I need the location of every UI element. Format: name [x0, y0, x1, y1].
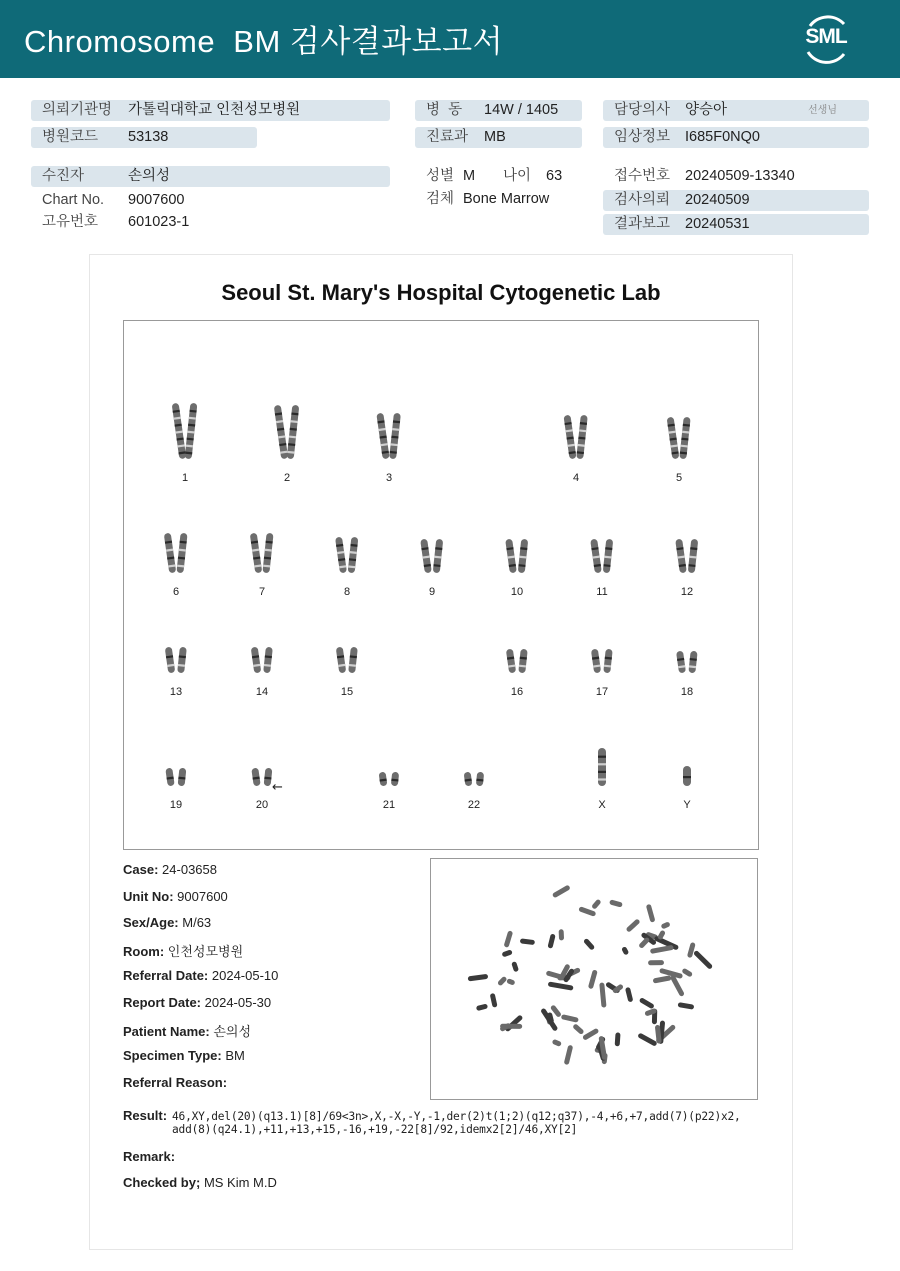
metaphase-image-panel: [430, 858, 758, 1100]
metaphase-chromosome: [506, 978, 515, 986]
chromosome-label-20: 20: [255, 799, 269, 811]
metaphase-chromosome: [687, 942, 696, 958]
chromosome-label-5: 5: [675, 472, 683, 484]
metaphase-chromosome: [504, 1014, 523, 1032]
specimen-label: 검체: [426, 191, 455, 207]
receipt-label: 접수번호: [614, 168, 671, 184]
chromosome-label-7: 7: [258, 586, 266, 598]
chromosome-pair-X: [598, 748, 606, 786]
metaphase-chromosome: [504, 930, 514, 948]
metaphase-chromosome: [583, 938, 595, 951]
sex-value: M: [463, 168, 476, 184]
patient-value: 손의성: [128, 168, 171, 184]
metaphase-chromosome: [497, 976, 508, 987]
chromosome-label-4: 4: [572, 472, 580, 484]
request-row: [603, 190, 869, 211]
metaphase-chromosome: [653, 975, 672, 983]
chromosome-pair-10: [505, 539, 528, 574]
chromosome-pair-5: [667, 417, 691, 460]
metaphase-chromosome: [681, 968, 693, 978]
chromosome-pair-19: [165, 768, 186, 787]
chromosome-pair-21: [379, 772, 400, 787]
chromosome-pair-3: [376, 413, 401, 460]
metaphase-chromosome: [511, 961, 519, 972]
chromosome-label-19: 19: [169, 799, 183, 811]
doctor-label: 담당의사: [614, 102, 671, 118]
specimen-type-label: Specimen Type:: [123, 1048, 222, 1063]
metaphase-chromosome: [588, 969, 598, 989]
metaphase-chromosome: [582, 1028, 599, 1041]
patient-name-value: 손의성: [213, 1024, 252, 1039]
unique-row: [31, 212, 390, 233]
ward-value: 14W / 1405: [484, 102, 559, 118]
report-date-line: [123, 995, 271, 1010]
metaphase-chromosome: [615, 1032, 621, 1046]
chromosome-pair-15: [336, 647, 358, 674]
result-label: Result:: [123, 1108, 168, 1123]
metaphase-chromosome: [639, 997, 655, 1009]
remark-label: Remark:: [123, 1149, 176, 1164]
chromosome-pair-22: [464, 772, 485, 787]
chromosome-pair-2: [274, 405, 300, 459]
hospital-code-label: 병원코드: [42, 129, 99, 145]
chromosome-label-2: 2: [283, 472, 291, 484]
case-value: 24-03658: [162, 862, 217, 877]
department-row: [415, 127, 582, 148]
chromosome-label-11: 11: [596, 586, 608, 598]
metaphase-chromosome: [650, 945, 674, 954]
chromosome-pair-14: [251, 647, 273, 674]
referral-date-line: [123, 968, 278, 983]
deletion-arrow-icon: ←: [272, 780, 283, 795]
unique-label: 고유번호: [42, 214, 99, 230]
chromosome-label-10: 10: [510, 586, 524, 598]
institution-row: [31, 100, 390, 121]
report-date-row: [603, 214, 869, 235]
metaphase-image: [431, 859, 757, 1099]
chromosome-pair-12: [675, 539, 698, 574]
metaphase-chromosome: [678, 1002, 695, 1010]
referral-date-label: Referral Date:: [123, 968, 209, 983]
metaphase-chromosome: [646, 904, 656, 923]
checked-line: [123, 1175, 277, 1190]
metaphase-chromosome: [552, 1039, 562, 1047]
chromosome-label-Y: Y: [683, 799, 691, 811]
institution-label: 의뢰기관명: [42, 102, 113, 118]
metaphase-chromosome: [490, 993, 498, 1008]
chromosome-label-1: 1: [181, 472, 189, 484]
metaphase-chromosome: [548, 981, 574, 990]
room-line: [123, 941, 243, 960]
chromosome-pair-13: [165, 647, 187, 674]
metaphase-chromosome: [591, 899, 602, 910]
chromosome-pair-7: [250, 533, 274, 574]
unit-label: Unit No:: [123, 889, 174, 904]
unit-value: 9007600: [177, 889, 228, 904]
request-label: 검사의뢰: [614, 192, 671, 208]
chromosome-label-13: 13: [169, 686, 183, 698]
lab-title: Seoul St. Mary's Hospital Cytogenetic Lab: [221, 280, 661, 305]
age-label: 나이: [503, 168, 532, 184]
report-date-value: 2024-05-30: [204, 995, 272, 1010]
metaphase-chromosome: [609, 899, 623, 907]
chromosome-label-21: 21: [382, 799, 396, 811]
doctor-row: [603, 100, 869, 121]
department-value: MB: [484, 129, 506, 145]
specimen-type-value: BM: [225, 1048, 245, 1063]
checked-value: MS Kim M.D: [203, 1175, 277, 1190]
receipt-value: 20240509-13340: [685, 168, 795, 184]
chromosome-pair-4: [563, 415, 587, 460]
chromosome-pair-6: [164, 533, 188, 574]
room-value: 인천성모병원: [167, 944, 244, 959]
unit-line: [123, 889, 228, 904]
chromosome-label-9: 9: [428, 586, 436, 598]
metaphase-chromosome: [561, 1014, 579, 1023]
sex-age-row: [415, 166, 582, 187]
case-label: Case:: [123, 862, 159, 877]
metaphase-chromosome: [693, 950, 713, 970]
metaphase-chromosome: [572, 1023, 584, 1035]
referral-date-value: 2024-05-10: [211, 968, 279, 983]
chromosome-pair-20: [251, 768, 272, 787]
chromosome-pair-18: [676, 651, 698, 674]
metaphase-chromosome: [501, 949, 512, 957]
department-label: 진료과: [426, 129, 469, 145]
receipt-row: [603, 166, 869, 187]
chromosome-label-12: 12: [680, 586, 694, 598]
room-label: Room:: [123, 944, 165, 959]
referral-reason-label: Referral Reason:: [123, 1075, 228, 1090]
specimen-row: [415, 189, 582, 210]
unique-value: 601023-1: [128, 214, 190, 230]
specimen-type-line: [123, 1048, 245, 1063]
clinical-value: I685F0NQ0: [685, 129, 760, 145]
institution-value: 가톨릭대학교 인천성모병원: [128, 102, 301, 118]
metaphase-chromosome: [564, 1045, 574, 1065]
sexage-value: M/63: [182, 915, 212, 930]
metaphase-chromosome: [547, 934, 555, 949]
doctor-suffix: 선생님: [808, 105, 837, 116]
specimen-value: Bone Marrow: [463, 191, 550, 207]
sml-logo-text: SML: [805, 25, 847, 48]
chart-label: Chart No.: [42, 192, 105, 208]
metaphase-chromosome: [637, 1032, 657, 1046]
result-line-1: 46,XY,del(20)(q13.1)[8]/69<3n>,X,-X,-Y,-1,der(2)t(1;2)(q12;q37),-4,+6,+7,add(7)(p22)x2,: [172, 1110, 741, 1123]
karyotype-image: [124, 321, 758, 849]
request-value: 20240509: [685, 192, 750, 208]
metaphase-chromosome: [625, 987, 633, 1003]
hospital-code-row: [31, 127, 257, 148]
case-line: [123, 862, 217, 877]
sexage-label: Sex/Age:: [123, 915, 179, 930]
metaphase-chromosome: [621, 946, 629, 955]
report-date-label: Report Date:: [123, 995, 202, 1010]
metaphase-chromosome: [552, 885, 571, 899]
chromosome-pair-11: [590, 539, 613, 574]
patient-name-line: [123, 1021, 251, 1040]
chart-row: [31, 190, 390, 211]
chromosome-label-3: 3: [385, 472, 393, 484]
chromosome-label-X: X: [598, 799, 606, 811]
patient-name-label: Patient Name:: [123, 1024, 210, 1039]
clinical-row: [603, 127, 869, 148]
chromosome-label-6: 6: [172, 586, 180, 598]
referral-reason-line: [123, 1075, 227, 1090]
metaphase-chromosome: [670, 974, 685, 997]
ward-row: [415, 100, 582, 121]
report-header: [0, 0, 900, 78]
result-line-2: add(8)(q24.1),+11,+13,+15,-16,+19,-22[8]/92,idemx2[2]/46,XY[2]: [172, 1123, 578, 1136]
chromosome-pair-1: [172, 403, 198, 459]
metaphase-chromosome: [520, 938, 535, 945]
metaphase-chromosome: [661, 921, 671, 929]
hospital-code-value: 53138: [128, 129, 169, 145]
chromosome-pair-8: [335, 537, 358, 574]
patient-label: 수진자: [42, 168, 85, 184]
report-title: Chromosome BM 검사결과보고서: [24, 24, 504, 59]
age-value: 63: [546, 168, 563, 184]
remark-line: [123, 1149, 175, 1164]
metaphase-chromosome: [559, 929, 564, 940]
checked-label: Checked by;: [123, 1175, 201, 1190]
clinical-label: 임상정보: [614, 129, 671, 145]
report-value: 20240531: [685, 216, 750, 232]
report-label: 결과보고: [614, 216, 671, 232]
chart-value: 9007600: [128, 192, 185, 208]
chromosome-label-17: 17: [595, 686, 609, 698]
metaphase-chromosome: [468, 974, 489, 982]
metaphase-chromosome: [625, 918, 640, 932]
chromosome-pair-Y: [683, 766, 691, 786]
chromosome-pair-9: [420, 539, 443, 574]
chromosome-label-22: 22: [467, 799, 481, 811]
sml-logo: [800, 12, 852, 64]
ward-label: 병 동: [426, 102, 463, 118]
doctor-value: 양승아: [685, 102, 728, 118]
sex-label: 성별: [426, 168, 455, 184]
chromosome-label-14: 14: [255, 686, 269, 698]
patient-row: [31, 166, 390, 187]
metaphase-chromosome: [599, 982, 606, 1007]
chromosome-label-16: 16: [510, 686, 524, 698]
metaphase-chromosome: [476, 1003, 488, 1011]
result-karyotype: [172, 1110, 772, 1136]
karyotype-panel: [123, 320, 759, 850]
chromosome-label-8: 8: [343, 586, 351, 598]
sexage-line: [123, 915, 211, 930]
chromosome-pair-16: [506, 649, 528, 674]
chromosome-label-18: 18: [680, 686, 694, 698]
metaphase-chromosome: [648, 960, 664, 965]
chromosome-pair-17: [591, 649, 613, 674]
chromosome-label-15: 15: [340, 686, 354, 698]
